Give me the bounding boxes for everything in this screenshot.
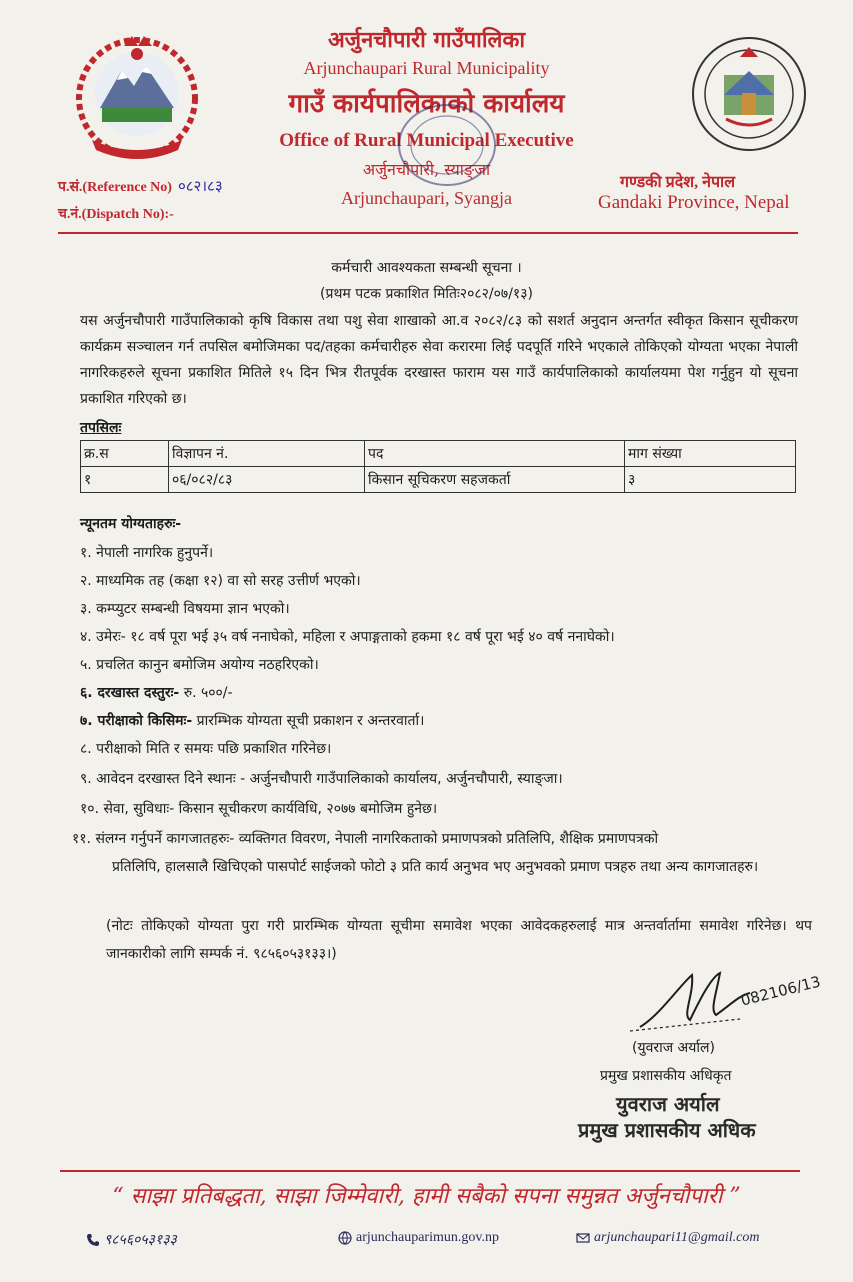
qualifications-heading: न्यूनतम योग्यताहरुः- — [80, 516, 182, 532]
globe-icon — [338, 1231, 352, 1245]
table-row — [81, 467, 796, 493]
notice-title: कर्मचारी आवश्यकता सम्बन्धी सूचना । — [331, 260, 522, 276]
table-cell: १ — [81, 467, 169, 493]
table-cell: ०६/०८२/८३ — [169, 467, 365, 493]
application-fee: ६. दरखास्त दस्तुरः- रु. ५००/- — [80, 685, 233, 701]
table-header-row — [81, 441, 796, 467]
stamp-title: प्रमुख प्रशासकीय अधिक — [578, 1118, 756, 1142]
office-name-nepali: गाउँ कार्यपालिकाको कार्यालय — [288, 89, 565, 119]
footer-divider — [60, 1170, 800, 1172]
table-cell: ३ — [625, 467, 796, 493]
qualification-item: २. माध्यमिक तह (कक्षा १२) वा सो सरह उत्तीर्ण भएको। — [80, 573, 361, 589]
province-nepali: गण्डकी प्रदेश, नेपाल — [620, 174, 736, 191]
vacancy-table — [80, 440, 796, 493]
office-stamp-icon — [392, 98, 502, 193]
required-documents-continued: प्रतिलिपि, हालसालै खिचिएको पासपोर्ट साईजको फोटो ३ प्रति कार्य अनुभव भए अनुभवको प्रमाण पत्रहरु तथा अन्य कागजातहरु। — [112, 859, 759, 875]
application-location: ९. आवेदन दरखास्त दिने स्थानः - अर्जुनचौपारी गाउँपालिकाको कार्यालय, अर्जुनचौपारी, स्याङ्जा। — [80, 771, 563, 787]
table-header: क्र.स — [81, 441, 169, 467]
signatory-name: (युवराज अर्याल) — [632, 1040, 715, 1056]
required-documents: ११. संलग्न गर्नुपर्ने कागजातहरुः- व्यक्तिगत विवरण, नेपाली नागरिकताको प्रमाणपत्रको प्रतिलिपि, शैक्षिक प्रमाणपत्रको — [72, 831, 659, 847]
table-header: माग संख्या — [625, 441, 796, 467]
address-nepali: अर्जुनचौपारी, स्याङ्जा — [362, 160, 491, 179]
dispatch-number: च.नं.(Dispatch No):- — [58, 207, 174, 222]
qualification-item: १. नेपाली नागरिक हुनुपर्ने। — [80, 545, 214, 561]
details-heading: तपसिलः — [80, 420, 122, 436]
header-divider — [58, 232, 798, 234]
stamp-name: युवराज अर्याल — [616, 1092, 720, 1116]
notice-body: यस अर्जुनचौपारी गाउँपालिकाको कृषि विकास तथा पशु सेवा शाखाको आ.व २०८२/८३ को सशर्त अनुदान अन्तर्गत स्वीकृत किसान सूचीकरण कार्यक्रम सञ्चालन गर्न तपसिल बमोजिमका पद/तहका कर्मचारीहरु सेवा करारमा लिई पदपूर्ति गरिने भएकाले तोकिएको योग्यता भएका नेपाली नागरिकहरुले सूचना प्रकाशित मितिले १५ दिन भित्र रीतपूर्वक दरखास्त फाराम यस गाउँ कार्यपालिकाको कार्यालयमा पेश गर्नुहुन यो सूचना प्रकाशित गरिएको छ। — [80, 313, 798, 407]
notice-published-date: (प्रथम पटक प्रकाशित मितिः२०८२/०७/१३) — [320, 286, 533, 302]
reference-number: प.सं.(Reference No) ०८२।८३ — [58, 179, 223, 195]
qualification-item: ५. प्रचलित कानुन बमोजिम अयोग्य नठहरिएको। — [80, 657, 319, 673]
office-name-english: Office of Rural Municipal Executive — [279, 130, 574, 151]
exam-type: ७. परीक्षाको किसिमः- प्रारम्भिक योग्यता सूची प्रकाशन र अन्तरवार्ता। — [80, 713, 425, 729]
table-header: विज्ञापन नं. — [169, 441, 365, 467]
notice-note: (नोटः तोकिएको योग्यता पुरा गरी प्रारम्भिक योग्यता सूचीमा समावेश भएका आवेदकहरुलाई मात्र अन्तर्वार्तामा समावेश गरिनेछ। थप जानकारीको लागि सम्पर्क नं. ९८५६०५३१३३।) — [106, 918, 812, 962]
footer-phone: ९८५६०५३१३३ — [86, 1230, 177, 1249]
phone-icon — [86, 1233, 100, 1247]
municipality-name-nepali: अर्जुनचौपारी गाउँपालिका — [327, 27, 526, 53]
exam-date: ८. परीक्षाको मिति र समयः पछि प्रकाशित गरिनेछ। — [80, 741, 332, 757]
qualification-item: ४. उमेरः- १८ वर्ष पूरा भई ३५ वर्ष ननाघेको, महिला र अपाङ्गताको हकमा १८ वर्ष पूरा भई ४० वर्ष ननाघेको। — [80, 629, 615, 645]
table-header: पद — [365, 441, 625, 467]
footer-slogan: “ साझा प्रतिबद्धता, साझा जिम्मेवारी, हामी सबैको सपना समुन्नत अर्जुनचौपारी ” — [112, 1184, 741, 1209]
table-cell: किसान सूचिकरण सहजकर्ता — [365, 467, 625, 493]
province-english: Gandaki Province, Nepal — [598, 192, 790, 213]
footer-website[interactable]: arjunchauparimun.gov.np — [338, 1230, 499, 1246]
qualification-item: ३. कम्प्युटर सम्बन्धी विषयमा ज्ञान भएको। — [80, 601, 290, 617]
municipality-name-english: Arjunchaupari Rural Municipality — [303, 58, 550, 78]
address-english: Arjunchaupari, Syangja — [341, 188, 512, 208]
mail-icon — [576, 1231, 590, 1245]
service-benefits: १०. सेवा, सुविधाः- किसान सूचीकरण कार्यविधि, २०७७ बमोजिम हुनेछ। — [80, 801, 438, 817]
signature-date: 082106/13 — [739, 972, 823, 1010]
footer-email[interactable]: arjunchaupari11@gmail.com — [576, 1230, 759, 1246]
signatory-title: प्रमुख प्रशासकीय अधिकृत — [600, 1068, 732, 1084]
